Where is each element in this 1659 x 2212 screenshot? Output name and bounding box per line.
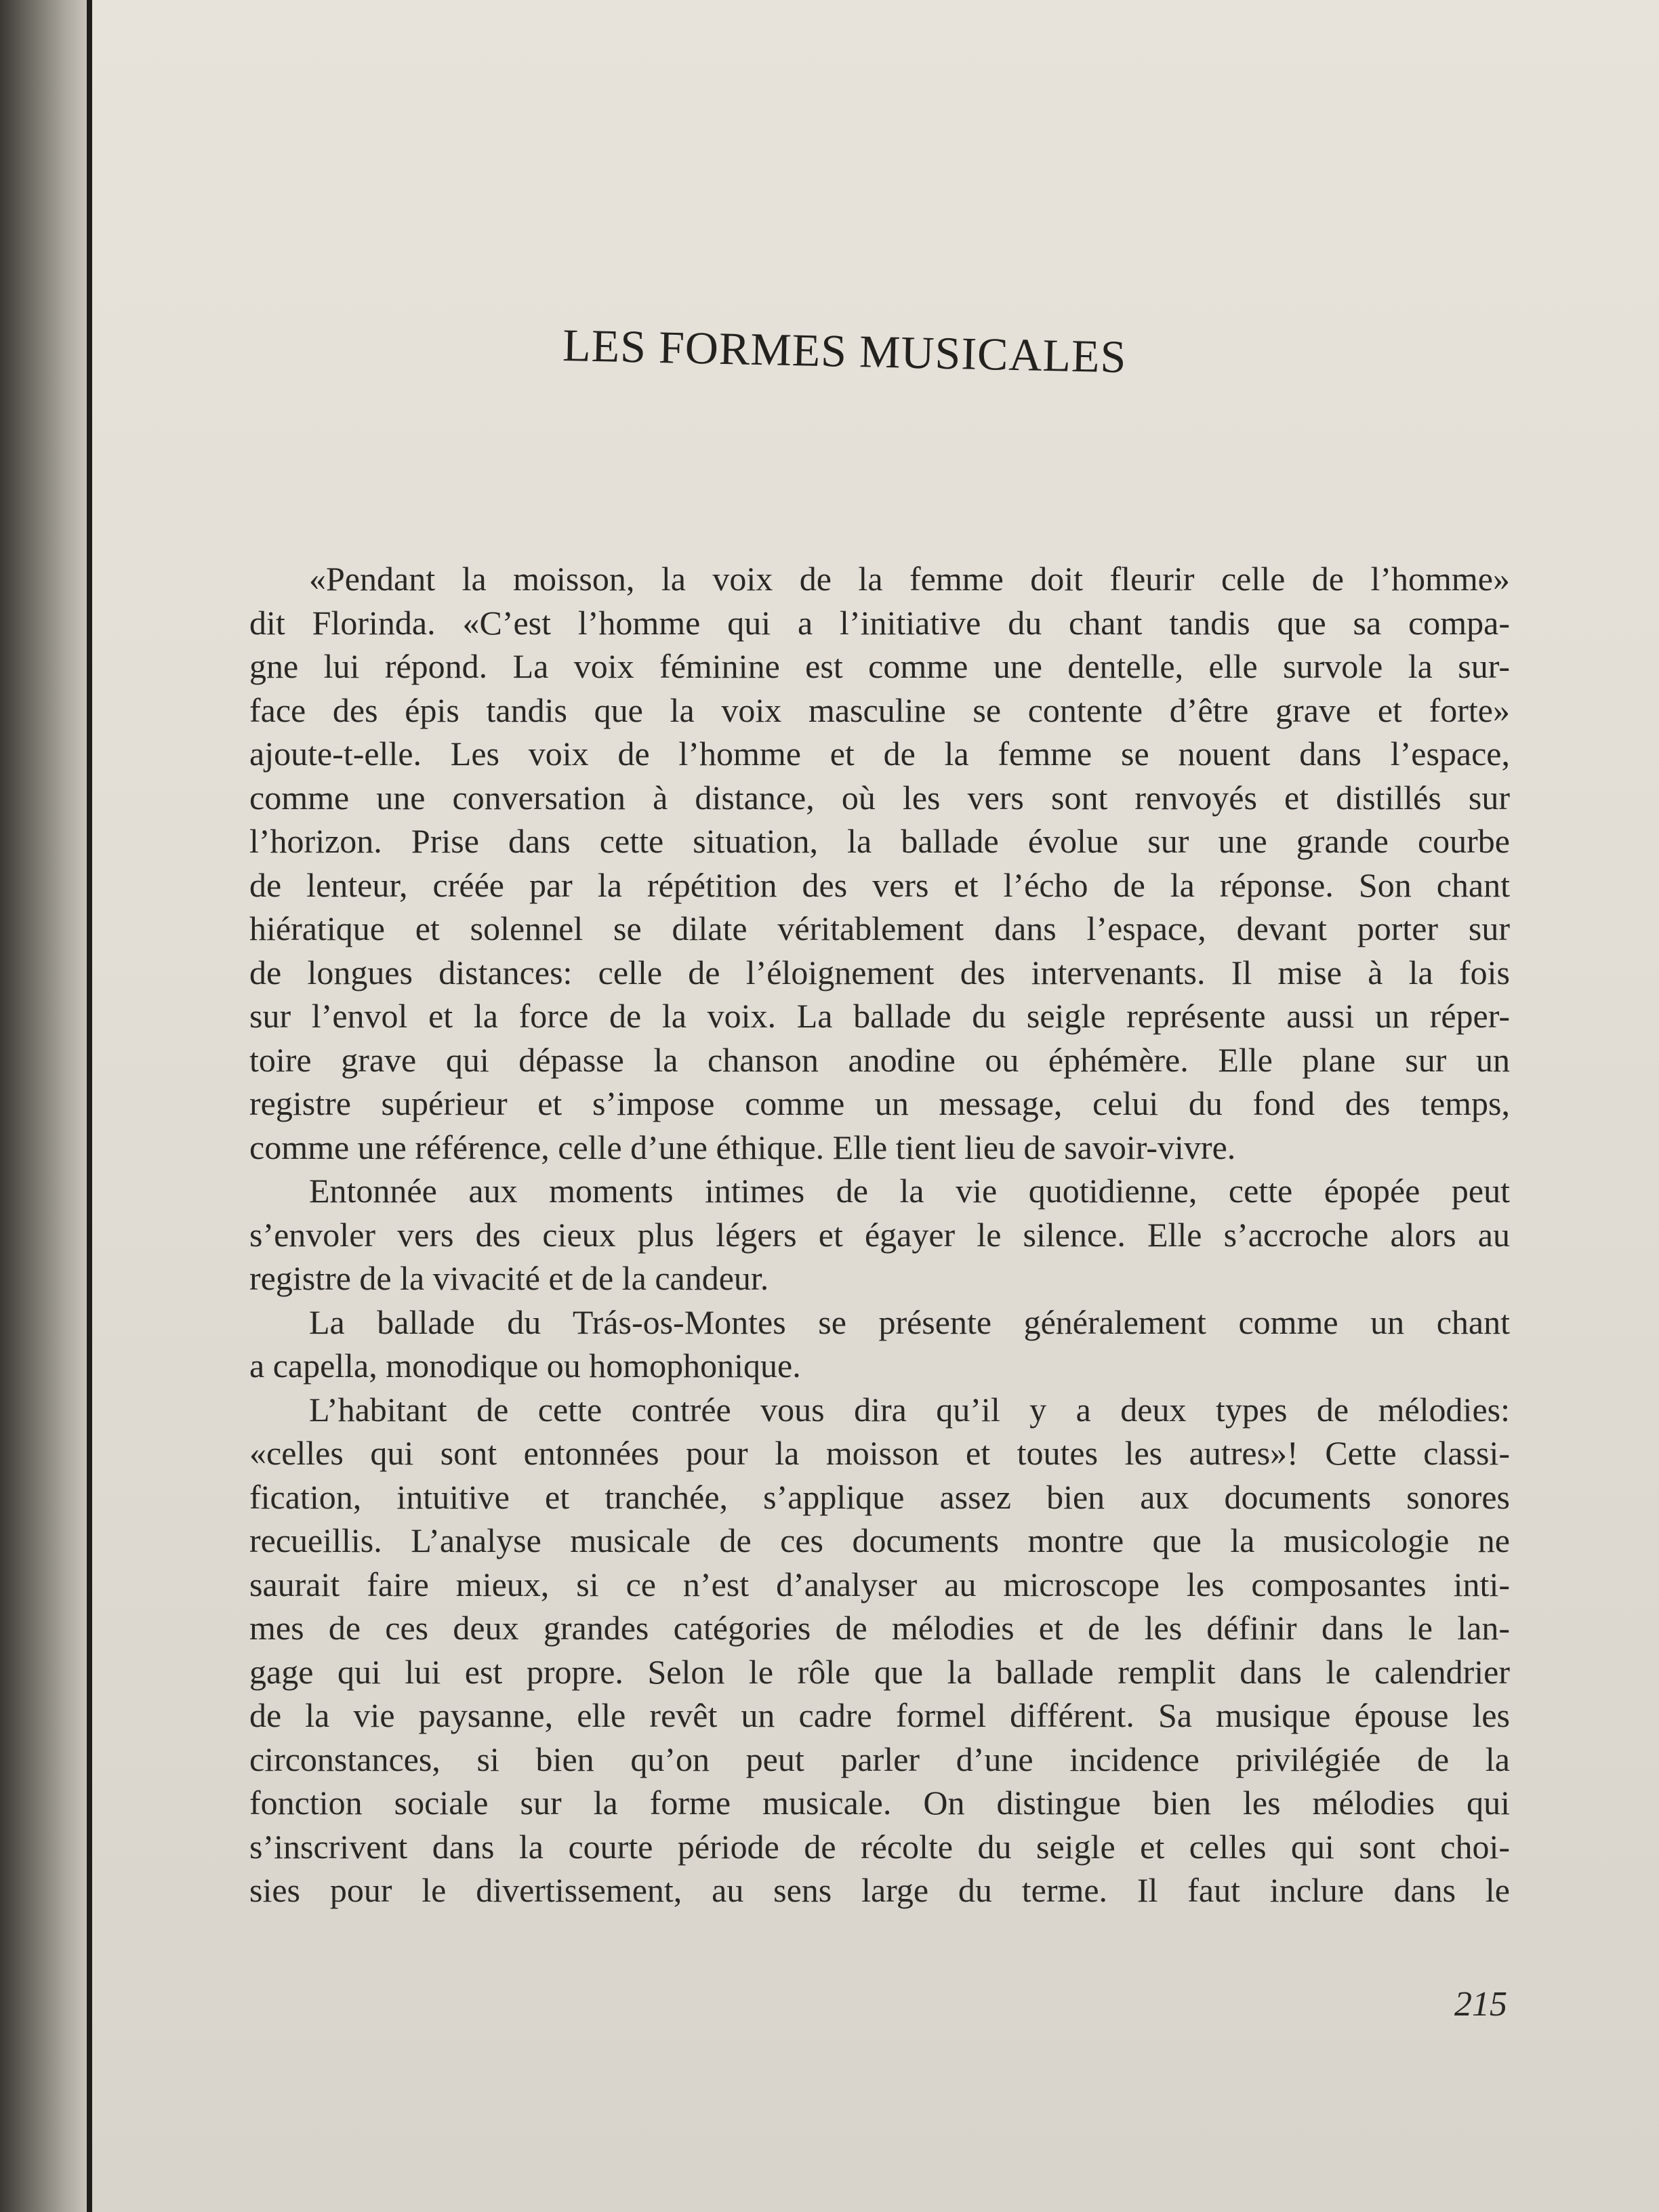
text-line: recueillis. L’analyse musicale de ces documents montre que la musicologie ne [249, 1521, 1510, 1559]
text-line: L’habitant de cette contrée vous dira qu’il y a deux types de mélodies: [309, 1390, 1510, 1429]
text-line: «celles qui sont entonnées pour la moisson et toutes les autres»! Cette classi- [249, 1434, 1510, 1472]
text-line: l’horizon. Prise dans cette situation, la ballade évolue sur une grande courbe [249, 822, 1510, 860]
text-line: face des épis tandis que la voix masculine se contente d’être grave et forte» [249, 691, 1510, 729]
text-line: de longues distances: celle de l’éloignement des intervenants. Il mise à la fois [249, 953, 1510, 991]
text-line: saurait faire mieux, si ce n’est d’analyser au microscope les composantes inti- [249, 1565, 1510, 1603]
text-line: sies pour le divertissement, au sens large du terme. Il faut inclure dans le [249, 1871, 1510, 1909]
text-line: s’inscrivent dans la courte période de récolte du seigle et celles qui sont choi- [249, 1827, 1510, 1866]
text-line: Entonnée aux moments intimes de la vie quotidienne, cette épopée peut [309, 1172, 1510, 1210]
text-line: comme une référence, celle d’une éthique. Elle tient lieu de savoir-vivre. [249, 1128, 1236, 1166]
text-line: ajoute-t-elle. Les voix de l’homme et de la femme se nouent dans l’espace, [249, 735, 1510, 773]
text-line: hiératique et solennel se dilate véritablement dans l’espace, devant porter sur [249, 909, 1510, 947]
body-text [249, 557, 1510, 1912]
text-line: circonstances, si bien qu’on peut parler d’une incidence privilégiée de la [249, 1740, 1510, 1778]
text-line: mes de ces deux grandes catégories de mélodies et de les définir dans le lan- [249, 1609, 1510, 1647]
text-line: a capella, monodique ou homophonique. [249, 1347, 801, 1385]
text-line: comme une conversation à distance, où les vers sont renvoyés et distillés sur [249, 778, 1510, 817]
page-gutter [87, 0, 92, 2212]
text-line: registre de la vivacité et de la candeur. [249, 1259, 769, 1297]
text-line: de lenteur, créée par la répétition des vers et l’écho de la réponse. Son chant [249, 865, 1510, 904]
text-line: fonction sociale sur la forme musicale. On distingue bien les mélodies qui [249, 1784, 1510, 1822]
text-line: «Pendant la moisson, la voix de la femme doit fleurir celle de l’homme» [309, 560, 1510, 598]
page-number: 215 [1454, 1985, 1507, 2024]
text-line: registre supérieur et s’impose comme un message, celui du fond des temps, [249, 1084, 1510, 1122]
text-line: dit Florinda. «C’est l’homme qui a l’initiative du chant tandis que sa compa- [249, 603, 1510, 642]
text-line: sur l’envol et la force de la voix. La ballade du seigle représente aussi un réper- [249, 997, 1510, 1035]
book-page [92, 0, 1659, 2212]
text-line: de la vie paysanne, elle revêt un cadre formel différent. Sa musique épouse les [249, 1696, 1510, 1734]
text-line: fication, intuitive et tranchée, s’applique assez bien aux documents sonores [249, 1477, 1510, 1516]
text-line: toire grave qui dépasse la chanson anodine ou éphémère. Elle plane sur un [249, 1040, 1510, 1079]
text-line: s’envoler vers des cieux plus légers et égayer le silence. Elle s’accroche alors au [249, 1215, 1510, 1254]
text-line: La ballade du Trás-os-Montes se présente généralement comme un chant [309, 1303, 1510, 1341]
text-line: gne lui répond. La voix féminine est comme une dentelle, elle survole la sur- [249, 647, 1510, 685]
book-spine-shadow [0, 0, 91, 2212]
text-line: gage qui lui est propre. Selon le rôle que la ballade remplit dans le calendrier [249, 1652, 1510, 1691]
chapter-title: LES FORMES MUSICALES [562, 319, 1128, 383]
